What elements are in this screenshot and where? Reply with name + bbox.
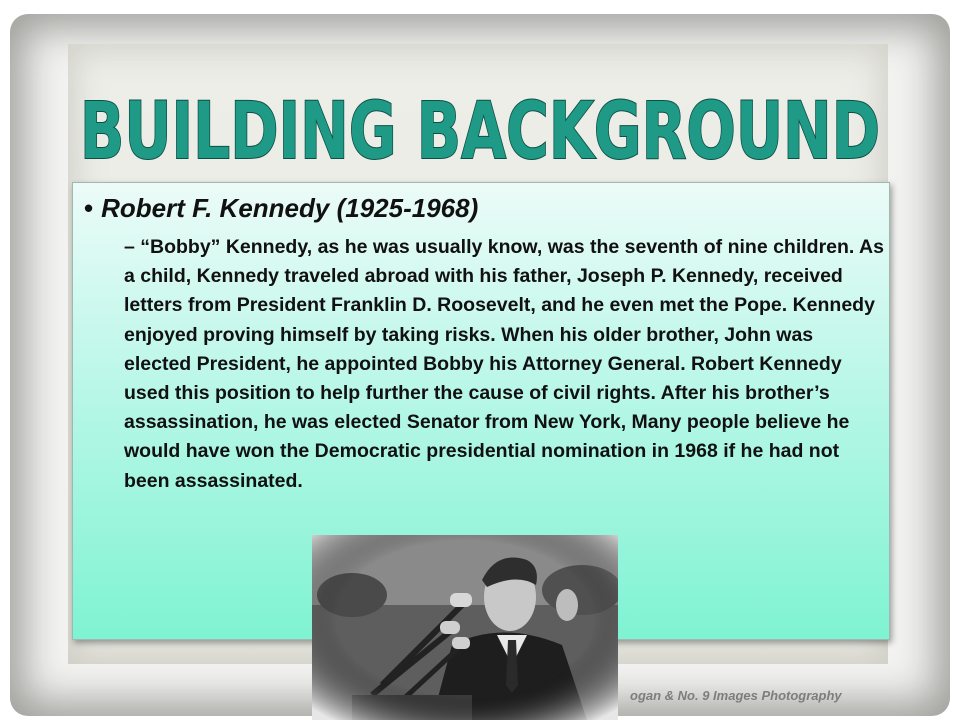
bullet-heading bbox=[84, 193, 874, 224]
speaker-at-microphones-photo-icon bbox=[312, 535, 618, 720]
bullet-marker: • bbox=[84, 193, 94, 223]
body-paragraph: – “Bobby” Kennedy, as he was usually know, was the seventh of nine children. As a child, Kennedy traveled abroad with his father, Joseph P. Kennedy, received letters from President Franklin D. Roosevelt, and he even met the Pope. Kennedy enjoyed proving himself by taking risks. When his older brother, John was elected President, he appointed Bobby his Attorney General. Robert Kennedy used this position to help further the cause of civil rights. After his brother’s assassination, he was elected Senator from New York, Many people believe he would have won the Democratic presidential nomination in 1968 if he had not been assassinated. bbox=[124, 236, 884, 492]
slide-title bbox=[70, 58, 890, 188]
kennedy-photo bbox=[312, 535, 618, 720]
photo-credit: ogan & No. 9 Images Photography bbox=[630, 688, 842, 703]
slide-title-text: BUILDING BACKGROUND bbox=[80, 87, 880, 177]
heading-text: Robert F. Kennedy (1925-1968) bbox=[101, 193, 479, 223]
